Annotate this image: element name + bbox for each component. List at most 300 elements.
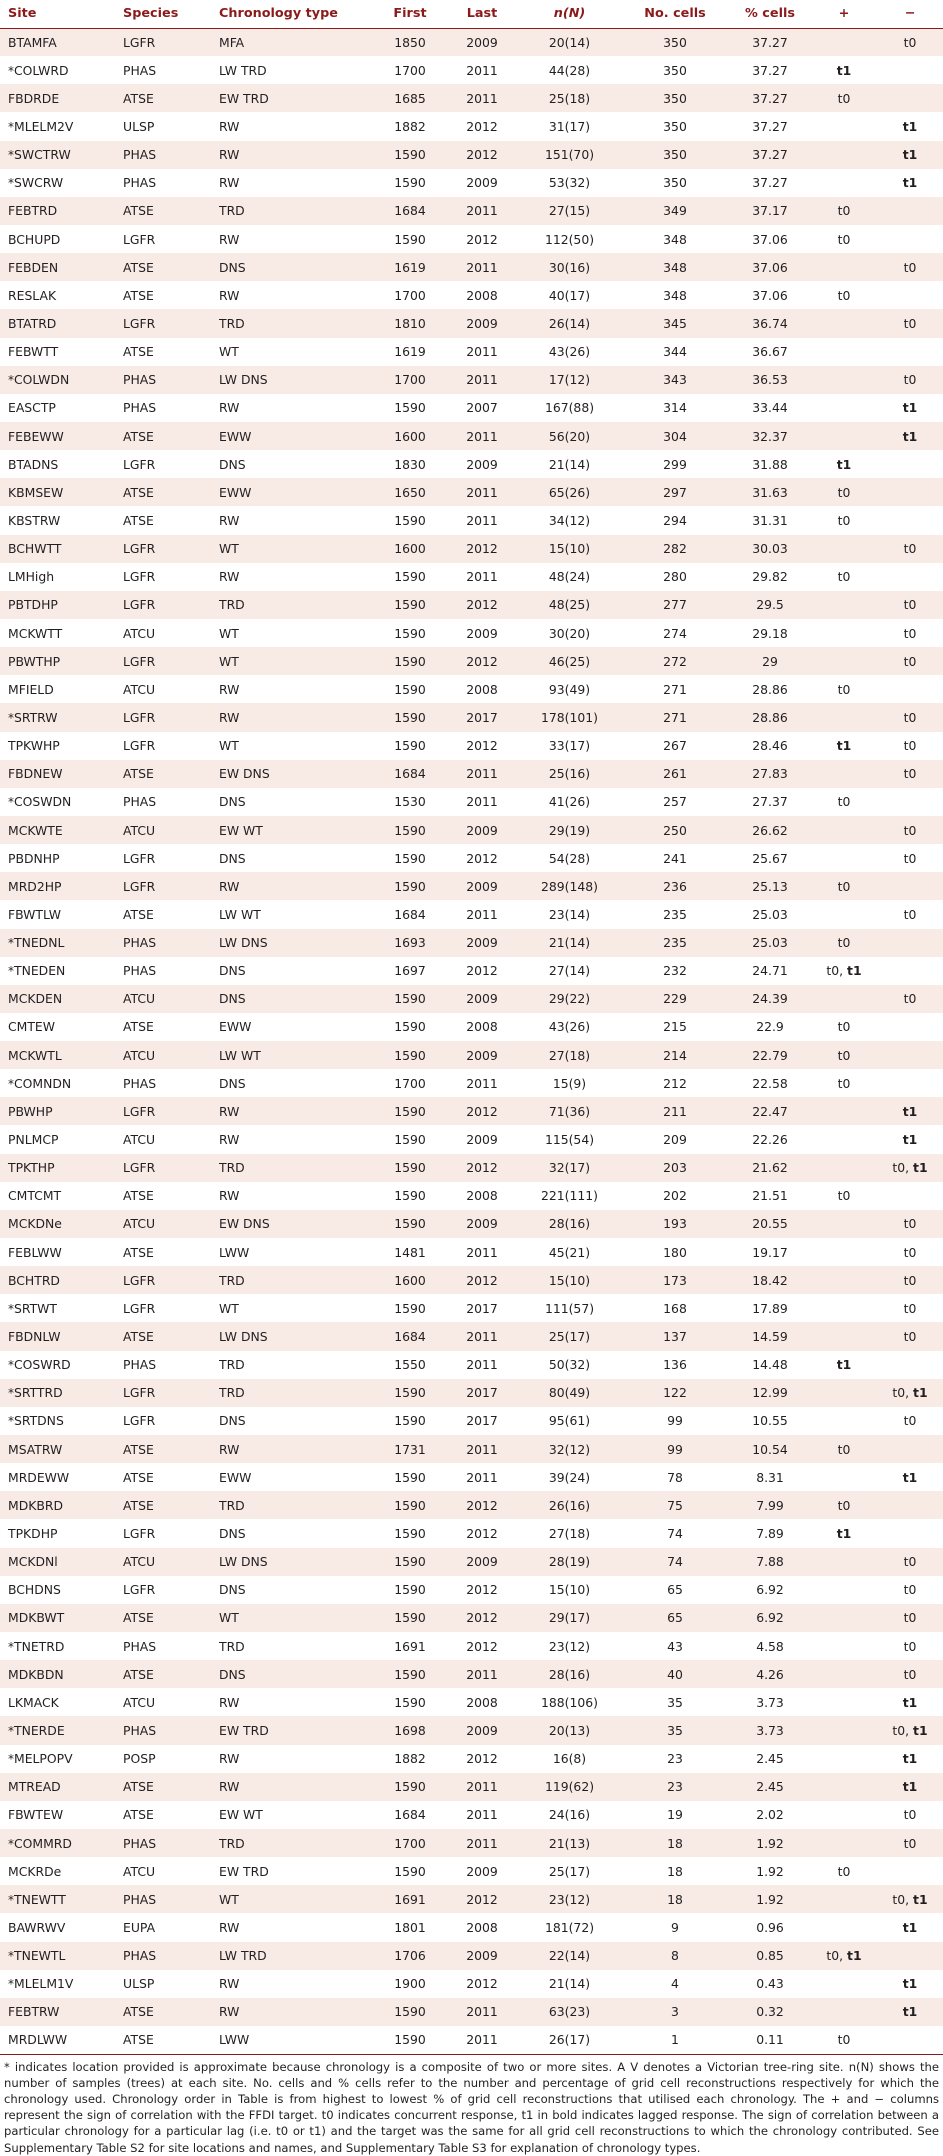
composite-marker: * — [8, 1386, 14, 1401]
cell-chronology-type: TRD — [219, 1357, 245, 1373]
cell-last: 2009 — [466, 1554, 498, 1570]
cell-chronology-type: EW TRD — [219, 1723, 269, 1738]
cell-pct-cells: 37.06 — [752, 231, 788, 247]
cell-no-cells: 277 — [663, 597, 687, 613]
cell-chronology-type: TRD — [219, 1272, 245, 1288]
cell-pct-cells: 10.55 — [752, 1413, 788, 1429]
table-row — [0, 1745, 943, 1773]
table-row — [0, 394, 943, 422]
cell-pct-cells: 21.51 — [752, 1188, 788, 1204]
cell-first: 1685 — [394, 90, 426, 106]
cell-site: *TNEWTL — [8, 1948, 66, 1964]
cell-plus — [811, 1773, 877, 1801]
cell-species: PHAS — [123, 372, 157, 388]
cell-pct-cells: 37.27 — [752, 90, 788, 106]
header-no-cells: No. cells — [621, 0, 729, 28]
cell-species: LGFR — [123, 1385, 156, 1401]
cell-plus — [811, 647, 877, 675]
cell-pct-cells: 24.39 — [752, 991, 788, 1007]
cell-pct-cells: 17.89 — [752, 1300, 788, 1316]
cell-no-cells: 19 — [667, 1807, 683, 1823]
cell-chronology-type: RW — [219, 1132, 240, 1148]
cell-chronology-type: EW TRD — [219, 90, 269, 106]
cell-plus — [811, 900, 877, 928]
cell-plus — [811, 1716, 877, 1744]
cell-plus: t0 — [837, 1441, 851, 1457]
composite-marker: * — [8, 1892, 14, 1907]
cell-chronology-type: WT — [219, 1300, 239, 1316]
cell-n: 21(13) — [548, 1835, 591, 1851]
cell-n: 25(17) — [548, 1863, 591, 1879]
table-row — [0, 1125, 943, 1153]
cell-last: 2009 — [466, 34, 498, 50]
table-row — [0, 1885, 943, 1913]
cell-first: 1590 — [394, 597, 426, 613]
cell-first: 1590 — [394, 1188, 426, 1204]
cell-chronology-type: TRD — [219, 315, 245, 331]
cell-minus: t1 — [902, 428, 918, 444]
cell-site: *TNETRD — [8, 1638, 65, 1654]
cell-pct-cells: 19.17 — [752, 1244, 788, 1260]
cell-first: 1693 — [394, 935, 426, 951]
cell-pct-cells: 14.59 — [752, 1329, 788, 1345]
cell-site: FBDNLW — [8, 1329, 61, 1345]
cell-no-cells: 23 — [667, 1751, 683, 1767]
cell-no-cells: 350 — [663, 175, 687, 191]
cell-minus: t1 — [902, 1751, 918, 1767]
cell-last: 2012 — [466, 1272, 498, 1288]
cell-n: 45(21) — [548, 1244, 591, 1260]
cell-minus — [877, 1857, 943, 1885]
cell-minus — [877, 2026, 943, 2054]
header-chronology-type: Chronology type — [219, 0, 374, 28]
cell-site: MCKDEN — [8, 991, 63, 1007]
cell-species: ATSE — [123, 90, 154, 106]
cell-plus: t0 — [837, 794, 851, 810]
cell-site: BTADNS — [8, 456, 59, 472]
cell-plus — [811, 844, 877, 872]
cell-first: 1590 — [394, 1863, 426, 1879]
cell-first: 1590 — [394, 1779, 426, 1795]
cell-first: 1850 — [394, 34, 426, 50]
cell-no-cells: 271 — [663, 681, 687, 697]
table-row — [0, 1857, 943, 1885]
cell-last: 2012 — [466, 1891, 498, 1907]
cell-no-cells: 250 — [663, 822, 687, 838]
cell-plus — [811, 112, 877, 140]
cell-species: LGFR — [123, 1582, 156, 1598]
cell-first: 1590 — [394, 1554, 426, 1570]
cell-site: MDKBDN — [8, 1666, 64, 1682]
cell-no-cells: 350 — [663, 62, 687, 78]
cell-pct-cells: 1.92 — [756, 1863, 784, 1879]
cell-minus: t1 — [902, 1694, 918, 1710]
cell-minus: t0 — [903, 1807, 917, 1823]
cell-minus — [877, 788, 943, 816]
table-row — [0, 56, 943, 84]
cell-last: 2008 — [466, 1694, 498, 1710]
cell-site: PBWTHP — [8, 653, 61, 669]
cell-n: 167(88) — [544, 400, 595, 416]
cell-species: PHAS — [123, 1357, 157, 1373]
cell-n: 17(12) — [548, 372, 591, 388]
table-row — [0, 1294, 943, 1322]
cell-last: 2017 — [466, 1413, 498, 1429]
cell-first: 1590 — [394, 738, 426, 754]
table-row — [0, 1013, 943, 1041]
cell-n: 289(148) — [541, 878, 598, 894]
cell-minus: t0 — [903, 1610, 917, 1626]
cell-species: ATSE — [123, 484, 154, 500]
cell-site: BAWRWV — [8, 1919, 66, 1935]
cell-minus: t0 — [903, 1244, 917, 1260]
cell-n: 24(16) — [548, 1807, 591, 1823]
cell-pct-cells: 1.92 — [756, 1835, 784, 1851]
cell-first: 1590 — [394, 2004, 426, 2020]
cell-no-cells: 137 — [663, 1329, 687, 1345]
cell-n: 115(54) — [544, 1132, 595, 1148]
cell-plus — [811, 366, 877, 394]
table-row — [0, 1210, 943, 1238]
cell-plus: t0, t1 — [826, 1948, 862, 1964]
cell-pct-cells: 25.13 — [752, 878, 788, 894]
cell-first: 1590 — [394, 1497, 426, 1513]
cell-n: 27(18) — [548, 1526, 591, 1542]
cell-no-cells: 211 — [663, 1103, 687, 1119]
cell-plus: t0 — [837, 231, 851, 247]
table-row — [0, 872, 943, 900]
cell-chronology-type: DNS — [219, 259, 246, 275]
cell-species: ATSE — [123, 1244, 154, 1260]
cell-first: 1590 — [394, 653, 426, 669]
cell-n: 40(17) — [548, 287, 591, 303]
cell-minus — [877, 1069, 943, 1097]
table-row — [0, 1491, 943, 1519]
cell-chronology-type: RW — [219, 231, 240, 247]
cell-site: *MLELM2V — [8, 118, 74, 134]
table-row — [0, 2026, 943, 2054]
cell-minus — [877, 197, 943, 225]
cell-minus: t0 — [903, 738, 917, 754]
cell-species: ATSE — [123, 259, 154, 275]
cell-chronology-type: WT — [219, 653, 239, 669]
cell-pct-cells: 22.58 — [752, 1075, 788, 1091]
table-row — [0, 647, 943, 675]
cell-no-cells: 173 — [663, 1272, 687, 1288]
cell-species: ATSE — [123, 1779, 154, 1795]
cell-chronology-type: RW — [219, 681, 240, 697]
cell-chronology-type: EW TRD — [219, 1863, 269, 1879]
composite-marker: * — [8, 1949, 14, 1964]
cell-site: BTAMFA — [8, 34, 57, 50]
cell-first: 1590 — [394, 625, 426, 641]
cell-chronology-type: LW TRD — [219, 1948, 267, 1964]
cell-site: MCKWTL — [8, 1047, 62, 1063]
cell-species: ATCU — [123, 1694, 156, 1710]
cell-n: 30(16) — [548, 259, 591, 275]
cell-first: 1697 — [394, 963, 426, 979]
cell-site: MCKWTT — [8, 625, 63, 641]
cell-no-cells: 267 — [663, 738, 687, 754]
cell-pct-cells: 36.53 — [752, 372, 788, 388]
cell-last: 2009 — [466, 1948, 498, 1964]
table-row — [0, 28, 943, 56]
cell-pct-cells: 33.44 — [752, 400, 788, 416]
cell-pct-cells: 20.55 — [752, 1216, 788, 1232]
cell-n: 25(16) — [548, 766, 591, 782]
cell-minus: t1 — [902, 400, 918, 416]
cell-species: PHAS — [123, 794, 157, 810]
cell-site: CMTEW — [8, 1019, 55, 1035]
cell-pct-cells: 36.74 — [752, 315, 788, 331]
cell-species: ATSE — [123, 2004, 154, 2020]
cell-species: ATSE — [123, 1019, 154, 1035]
cell-last: 2017 — [466, 1300, 498, 1316]
cell-no-cells: 235 — [663, 906, 687, 922]
cell-site: MCKDNl — [8, 1554, 58, 1570]
cell-chronology-type: RW — [219, 1919, 240, 1935]
cell-minus: t1 — [902, 2004, 918, 2020]
cell-species: ATCU — [123, 822, 156, 838]
cell-last: 2009 — [466, 456, 498, 472]
cell-no-cells: 180 — [663, 1244, 687, 1260]
cell-pct-cells: 6.92 — [756, 1610, 784, 1626]
cell-last: 2009 — [466, 1723, 498, 1738]
cell-last: 2011 — [466, 1666, 498, 1682]
cell-species: PHAS — [123, 1891, 157, 1907]
cell-no-cells: 136 — [663, 1357, 687, 1373]
cell-plus: t0, t1 — [826, 963, 862, 979]
cell-site: PBDNHP — [8, 850, 60, 866]
cell-site: MSATRW — [8, 1441, 63, 1457]
cell-chronology-type: RW — [219, 1976, 240, 1992]
cell-first: 1590 — [374, 2026, 446, 2054]
cell-chronology-type: RW — [219, 1779, 240, 1795]
cell-first: 1600 — [394, 1272, 426, 1288]
cell-plus: t0 — [837, 935, 851, 951]
cell-first: 1550 — [394, 1357, 426, 1373]
cell-minus: t0 — [903, 709, 917, 725]
table-row — [0, 225, 943, 253]
cell-no-cells: 235 — [663, 935, 687, 951]
cell-site: *TNERDE — [8, 1723, 65, 1738]
cell-n: 56(20) — [548, 428, 591, 444]
cell-minus — [877, 281, 943, 309]
cell-site: MFIELD — [8, 681, 54, 697]
cell-plus: t0 — [837, 203, 851, 219]
cell-site: TPKDHP — [8, 1526, 58, 1542]
table-row — [0, 112, 943, 140]
cell-first: 1590 — [394, 1666, 426, 1682]
cell-last: 2011 — [466, 1469, 498, 1485]
cell-species: LGFR — [123, 1300, 156, 1316]
cell-chronology-type: RW — [219, 569, 240, 585]
cell-n: 34(12) — [548, 512, 591, 528]
cell-n: 112(50) — [544, 231, 595, 247]
composite-marker: * — [8, 63, 14, 78]
cell-n: 28(16) — [548, 1216, 591, 1232]
cell-pct-cells: 22.9 — [756, 1019, 784, 1035]
cell-last: 2011 — [466, 1441, 498, 1457]
cell-plus — [811, 1688, 877, 1716]
cell-chronology-type: RW — [219, 400, 240, 416]
cell-pct-cells: 1.92 — [756, 1891, 784, 1907]
cell-minus: t1 — [902, 1103, 918, 1119]
table-row — [0, 366, 943, 394]
cell-site: *COMNDN — [8, 1075, 72, 1091]
cell-pct-cells: 28.86 — [752, 709, 788, 725]
cell-chronology-type: EW DNS — [219, 766, 270, 782]
cell-minus: t0 — [903, 653, 917, 669]
cell-pct-cells: 3.73 — [756, 1694, 784, 1710]
cell-first: 1590 — [394, 1694, 426, 1710]
cell-plus — [811, 591, 877, 619]
cell-minus — [877, 506, 943, 534]
cell-species: ATSE — [123, 766, 154, 782]
cell-plus — [811, 1294, 877, 1322]
composite-marker: * — [8, 1724, 14, 1738]
cell-species: LGFR — [123, 709, 156, 725]
cell-first: 1590 — [394, 1469, 426, 1485]
cell-n: 28(16) — [548, 1666, 591, 1682]
table-row — [0, 1801, 943, 1829]
cell-last: 2011 — [466, 906, 498, 922]
cell-last: 2012 — [466, 1638, 498, 1654]
cell-no-cells: 203 — [663, 1160, 687, 1176]
cell-last: 2011 — [466, 2004, 498, 2020]
cell-plus — [811, 1576, 877, 1604]
cell-species: PHAS — [123, 1723, 157, 1738]
cell-species: LGFR — [123, 1272, 156, 1288]
cell-minus: t0 — [903, 1835, 917, 1851]
cell-first: 1731 — [394, 1441, 426, 1457]
cell-no-cells: 99 — [667, 1441, 683, 1457]
cell-minus: t1 — [902, 1919, 918, 1935]
cell-n: 21(14) — [548, 1976, 591, 1992]
cell-chronology-type: EWW — [219, 484, 252, 500]
header-first: First — [374, 0, 446, 28]
cell-last: 2011 — [466, 794, 498, 810]
cell-site: *TNEWTT — [8, 1891, 66, 1907]
cell-site: *MLELM1V — [8, 1976, 74, 1992]
cell-chronology-type: RW — [219, 147, 240, 163]
cell-chronology-type: EW WT — [219, 1807, 263, 1823]
cell-n: 188(106) — [541, 1694, 598, 1710]
cell-first: 1684 — [394, 906, 426, 922]
cell-last: 2012 — [466, 1582, 498, 1598]
table-row — [0, 1519, 943, 1547]
cell-species: LGFR — [123, 1526, 156, 1542]
cell-plus — [811, 1097, 877, 1125]
table-row — [0, 1970, 943, 1998]
cell-pct-cells: 12.99 — [752, 1385, 788, 1401]
cell-species: ATSE — [123, 1807, 154, 1823]
cell-no-cells: 212 — [663, 1075, 687, 1091]
cell-minus: t0 — [903, 1329, 917, 1345]
cell-n: 221(111) — [541, 1188, 598, 1204]
cell-species: ATCU — [123, 625, 156, 641]
cell-no-cells: 122 — [663, 1385, 687, 1401]
table-row — [0, 535, 943, 563]
cell-site: *SWCRW — [8, 175, 64, 191]
cell-chronology-type: TRD — [219, 1497, 245, 1513]
cell-last: 2011 — [466, 344, 498, 360]
table-row — [0, 1660, 943, 1688]
cell-species: ATSE — [123, 1666, 154, 1682]
cell-last: 2008 — [466, 1919, 498, 1935]
cell-plus: t0 — [837, 1019, 851, 1035]
cell-last: 2012 — [466, 653, 498, 669]
cell-species: ATCU — [123, 681, 156, 697]
cell-pct-cells: 31.63 — [752, 484, 788, 500]
cell-pct-cells: 36.67 — [752, 344, 788, 360]
cell-minus — [877, 872, 943, 900]
cell-chronology-type: WT — [219, 1891, 239, 1907]
table-row — [0, 703, 943, 731]
table-row — [0, 591, 943, 619]
cell-species: PHAS — [123, 62, 157, 78]
cell-chronology-type: MFA — [219, 34, 245, 50]
header-n: n(N) — [518, 0, 621, 28]
table-row — [0, 84, 943, 112]
cell-n: 29(22) — [548, 991, 591, 1007]
cell-site: FBDNEW — [8, 766, 63, 782]
cell-pct-cells: 29.82 — [752, 569, 788, 585]
cell-pct-cells: 4.26 — [756, 1666, 784, 1682]
cell-pct-cells: 29.18 — [752, 625, 788, 641]
cell-n: 32(12) — [548, 1441, 591, 1457]
table-row — [0, 197, 943, 225]
header-last: Last — [446, 0, 518, 28]
cell-pct-cells: 28.86 — [752, 681, 788, 697]
cell-first: 1700 — [394, 62, 426, 78]
cell-last: 2011 — [466, 1244, 498, 1260]
header-plus: + — [811, 0, 877, 28]
cell-species: PHAS — [123, 175, 157, 191]
cell-last: 2011 — [466, 484, 498, 500]
cell-last: 2012 — [466, 147, 498, 163]
cell-last: 2012 — [466, 597, 498, 613]
cell-first: 1801 — [394, 1919, 426, 1935]
cell-site: *COSWDN — [8, 794, 72, 810]
cell-plus — [811, 1998, 877, 2026]
table-row — [0, 309, 943, 337]
cell-chronology-type: RW — [219, 118, 240, 134]
composite-marker: * — [8, 176, 14, 191]
cell-species: ATSE — [123, 2026, 219, 2054]
cell-first: 1684 — [394, 1807, 426, 1823]
cell-n: 41(26) — [548, 794, 591, 810]
cell-no-cells: 236 — [663, 878, 687, 894]
composite-marker: * — [8, 1836, 14, 1851]
cell-last: 2009 — [466, 175, 498, 191]
cell-site: KBMSEW — [8, 484, 64, 500]
cell-species: LGFR — [123, 569, 156, 585]
cell-species: LGFR — [123, 1103, 156, 1119]
cell-first: 1481 — [394, 1244, 426, 1260]
cell-first: 1590 — [394, 822, 426, 838]
cell-last: 2011 — [466, 259, 498, 275]
cell-minus: t0 — [903, 1638, 917, 1654]
cell-chronology-type: RW — [219, 1188, 240, 1204]
cell-species: LGFR — [123, 315, 156, 331]
cell-last: 2009 — [466, 315, 498, 331]
cell-first: 1590 — [394, 1526, 426, 1542]
cell-last: 2012 — [466, 1526, 498, 1542]
cell-no-cells: 4 — [671, 1976, 679, 1992]
cell-no-cells: 1 — [621, 2026, 729, 2054]
cell-pct-cells: 0.43 — [756, 1976, 784, 1992]
